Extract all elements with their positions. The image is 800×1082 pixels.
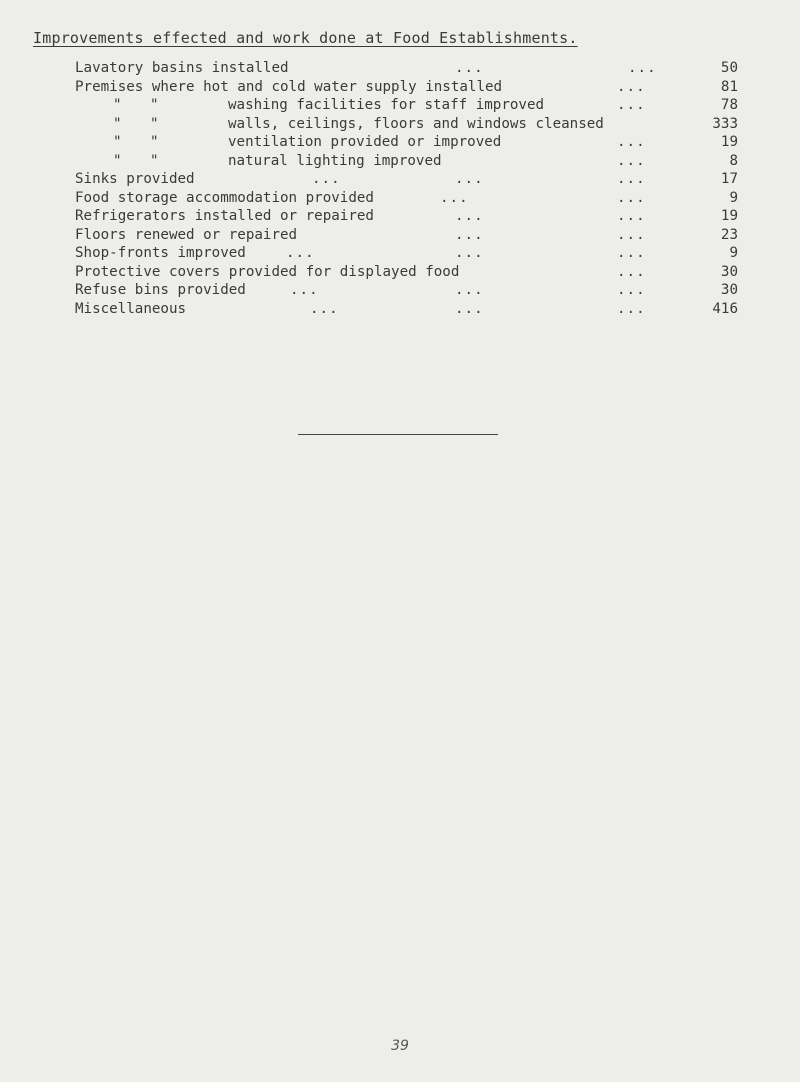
list-item: [0, 189, 800, 208]
item-count: 17: [720, 171, 738, 187]
item-count: 19: [720, 134, 738, 150]
item-label: Food storage accommodation provided: [75, 189, 374, 206]
leader-dots: ...: [455, 60, 484, 76]
item-label: Shop-fronts improved: [75, 245, 246, 261]
item-count: 50: [720, 60, 738, 76]
list-item: [0, 170, 800, 189]
list-item: [0, 133, 800, 152]
item-label: natural lighting improved: [228, 152, 442, 169]
leader-dots: ...: [617, 300, 646, 317]
leader-dots: ...: [617, 226, 646, 243]
ditto-mark: ": [113, 152, 122, 169]
list-item: [0, 281, 800, 300]
leader-dots: ...: [312, 171, 341, 187]
item-label: Miscellaneous: [75, 300, 187, 317]
item-label: washing facilities for staff improved: [228, 97, 545, 113]
item-label: Premises where hot and cold water supply installed: [75, 78, 503, 95]
improvements-list: [0, 59, 800, 318]
list-item: [0, 207, 800, 226]
item-label: walls, ceilings, floors and windows cleansed: [228, 115, 604, 132]
item-count: 9: [729, 245, 738, 261]
leader-dots: ...: [617, 263, 646, 280]
item-count: 30: [720, 282, 738, 298]
item-label: Floors renewed or repaired: [75, 226, 298, 243]
leader-dots: ...: [455, 245, 484, 261]
leader-dots: ...: [455, 208, 484, 224]
list-item: [0, 226, 800, 245]
ditto-mark: ": [150, 97, 159, 113]
list-item: [0, 78, 800, 97]
item-count: 23: [720, 226, 738, 243]
ditto-mark: ": [150, 115, 159, 132]
leader-dots: ...: [617, 208, 646, 224]
ditto-mark: ": [150, 134, 159, 150]
item-count: 19: [720, 208, 738, 224]
item-count: 416: [712, 300, 738, 317]
item-count: 81: [720, 78, 738, 95]
ditto-mark: ": [113, 97, 122, 113]
item-label: ventilation provided or improved: [228, 134, 502, 150]
item-count: 8: [729, 152, 738, 169]
page-title: Improvements effected and work done at Food Establishments.: [33, 29, 578, 47]
leader-dots: ...: [628, 60, 657, 76]
list-item: [0, 152, 800, 171]
list-item: [0, 59, 800, 78]
item-label: Refrigerators installed or repaired: [75, 208, 374, 224]
item-count: 30: [720, 263, 738, 280]
leader-dots: ...: [617, 78, 646, 95]
list-item: [0, 300, 800, 319]
leader-dots: ...: [455, 282, 484, 298]
item-label: Lavatory basins installed: [75, 60, 289, 76]
leader-dots: ...: [617, 152, 646, 169]
leader-dots: ...: [455, 171, 484, 187]
leader-dots: ...: [617, 171, 646, 187]
leader-dots: ...: [440, 189, 469, 206]
leader-dots: ...: [455, 226, 484, 243]
leader-dots: ...: [617, 282, 646, 298]
item-count: 78: [720, 97, 738, 113]
leader-dots: ...: [286, 245, 315, 261]
item-label: Refuse bins provided: [75, 282, 246, 298]
item-label: Protective covers provided for displayed food: [75, 263, 460, 280]
ditto-mark: ": [113, 134, 122, 150]
ditto-mark: ": [150, 152, 159, 169]
item-count: 9: [729, 189, 738, 206]
item-label: Sinks provided: [75, 171, 195, 187]
page-number: 39: [391, 1038, 409, 1054]
leader-dots: ...: [290, 282, 319, 298]
leader-dots: ...: [617, 134, 646, 150]
list-item: [0, 96, 800, 115]
leader-dots: ...: [455, 300, 484, 317]
leader-dots: ...: [617, 97, 646, 113]
list-item: [0, 263, 800, 282]
item-count: 333: [712, 115, 738, 132]
list-item: [0, 244, 800, 263]
leader-dots: ...: [617, 245, 646, 261]
list-item: [0, 115, 800, 134]
ditto-mark: ": [113, 115, 122, 132]
leader-dots: ...: [617, 189, 646, 206]
leader-dots: ...: [310, 300, 339, 317]
section-divider: [298, 434, 498, 435]
